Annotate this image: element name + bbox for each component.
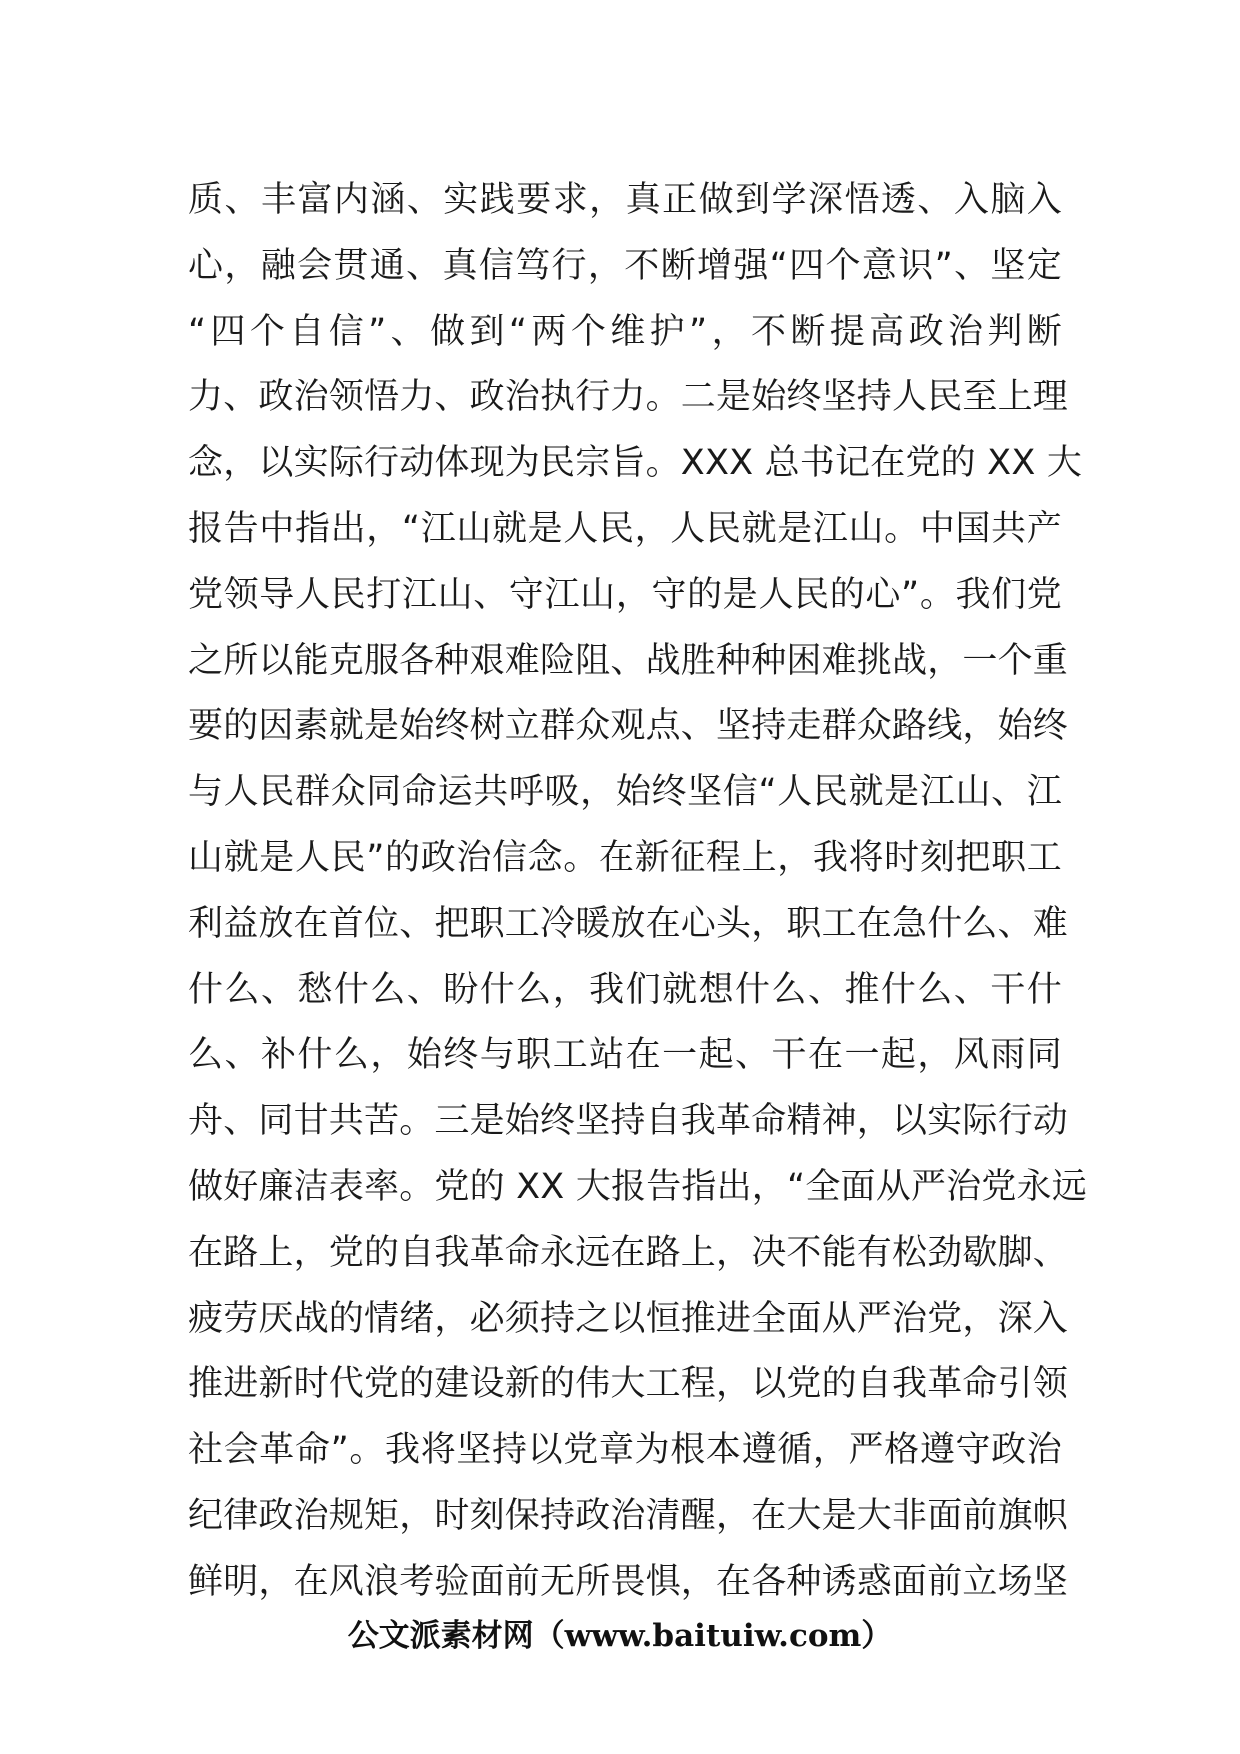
body-text [188, 168, 1087, 1616]
text-line: 么、补什么，始终与职工站在一起、干在一起，风雨同 [188, 1035, 1062, 1076]
text-line: 纪律政治规矩，时刻保持政治清醒，在大是大非面前旗帜 [188, 1495, 1069, 1536]
text-line: 党领导人民打江山、守江山，守的是人民的心”。我们党 [188, 574, 1062, 615]
text-line: 推进新时代党的建设新的伟大工程，以党的自我革命引领 [188, 1364, 1069, 1405]
text-line: 要的因素就是始终树立群众观点、坚持走群众路线，始终 [188, 706, 1069, 747]
text-line: 心，融会贯通、真信笃行，不断增强“四个意识”、坚定 [188, 245, 1062, 286]
text-line: 之所以能克服各种艰难险阻、战胜种种困难挑战，一个重 [188, 640, 1069, 681]
text-line: 在路上，党的自我革命永远在路上，决不能有松劲歇脚、 [188, 1232, 1069, 1273]
text-line: 鲜明，在风浪考验面前无所畏惧，在各种诱惑面前立场坚 [188, 1561, 1069, 1602]
text-line: 报告中指出，“江山就是人民，人民就是江山。中国共产 [188, 508, 1062, 549]
text-line: 舟、同甘共苦。三是始终坚持自我革命精神，以实际行动 [188, 1101, 1069, 1142]
text-line: 与人民群众同命运共呼吸，始终坚信“人民就是江山、江 [188, 772, 1062, 813]
text-line: “四个自信”、做到“两个维护”，不断提高政治判断 [188, 311, 1062, 352]
text-line: 利益放在首位、把职工冷暖放在心头，职工在急什么、难 [188, 903, 1069, 944]
text-line: 山就是人民”的政治信念。在新征程上，我将时刻把职工 [188, 837, 1062, 878]
text-line: 疲劳厌战的情绪，必须持之以恒推进全面从严治党，深入 [188, 1298, 1069, 1339]
footer-watermark: 公文派素材网（www.baituiw.com） [347, 1618, 893, 1654]
text-line: 力、政治领悟力、政治执行力。二是始终坚持人民至上理 [188, 377, 1069, 418]
text-line: 社会革命”。我将坚持以党章为根本遵循，严格遵守政治 [188, 1430, 1062, 1471]
text-line: 质、丰富内涵、实践要求，真正做到学深悟透、入脑入 [188, 180, 1062, 220]
text-line: 做好廉洁表率。党的 XX 大报告指出，“全面从严治党永远 [188, 1166, 1087, 1207]
text-line: 什么、愁什么、盼什么，我们就想什么、推什么、干什 [188, 969, 1062, 1010]
text-line: 念，以实际行动体现为民宗旨。XXX 总书记在党的 XX 大 [188, 443, 1083, 484]
